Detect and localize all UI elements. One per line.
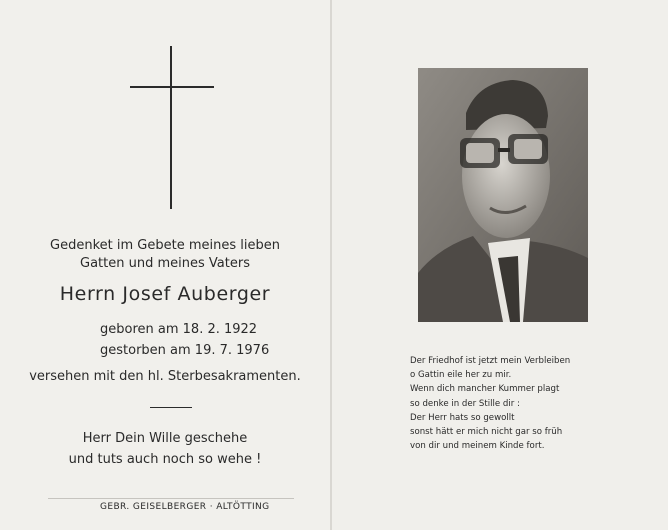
printer-imprint: GEBR. GEISELBERGER · ALTÖTTING bbox=[100, 502, 270, 512]
sacraments-text: versehen mit den hl. Sterbesakramenten. bbox=[29, 369, 301, 384]
poem bbox=[410, 354, 570, 453]
birth-date: geboren am 18. 2. 1922 bbox=[100, 322, 258, 337]
intro-line-1: Gedenket im Gebete meines lieben bbox=[50, 238, 280, 253]
death-date: gestorben am 19. 7. 1976 bbox=[100, 343, 270, 358]
poem-line: so denke in der Stille dir : bbox=[410, 398, 520, 409]
intro-text bbox=[0, 237, 330, 273]
portrait-photo bbox=[418, 68, 588, 322]
life-dates bbox=[100, 319, 269, 361]
prayer-line-1: Herr Dein Wille geschehe bbox=[82, 431, 248, 446]
prayer-line-2: und tuts auch noch so wehe ! bbox=[68, 452, 262, 467]
cross-icon bbox=[170, 46, 172, 209]
cross-icon-bar bbox=[130, 86, 214, 88]
poem-line: Der Friedhof ist jetzt mein Verbleiben bbox=[410, 356, 571, 366]
bottom-rule bbox=[48, 498, 294, 499]
poem-line: o Gattin eile her zu mir. bbox=[410, 370, 512, 381]
prayer-text bbox=[0, 428, 330, 470]
deceased-name: Herrn Josef Auberger bbox=[59, 283, 271, 305]
poem-line: sonst hätt er mich nicht gar so früh bbox=[410, 426, 563, 437]
poem-line: von dir und meinem Kinde fort. bbox=[410, 441, 545, 452]
divider bbox=[150, 407, 192, 408]
poem-line: Wenn dich mancher Kummer plagt bbox=[410, 384, 560, 395]
intro-line-2: Gatten und meines Vaters bbox=[80, 256, 250, 271]
left-panel bbox=[0, 0, 330, 530]
poem-line: Der Herr hats so gewollt bbox=[410, 412, 515, 423]
